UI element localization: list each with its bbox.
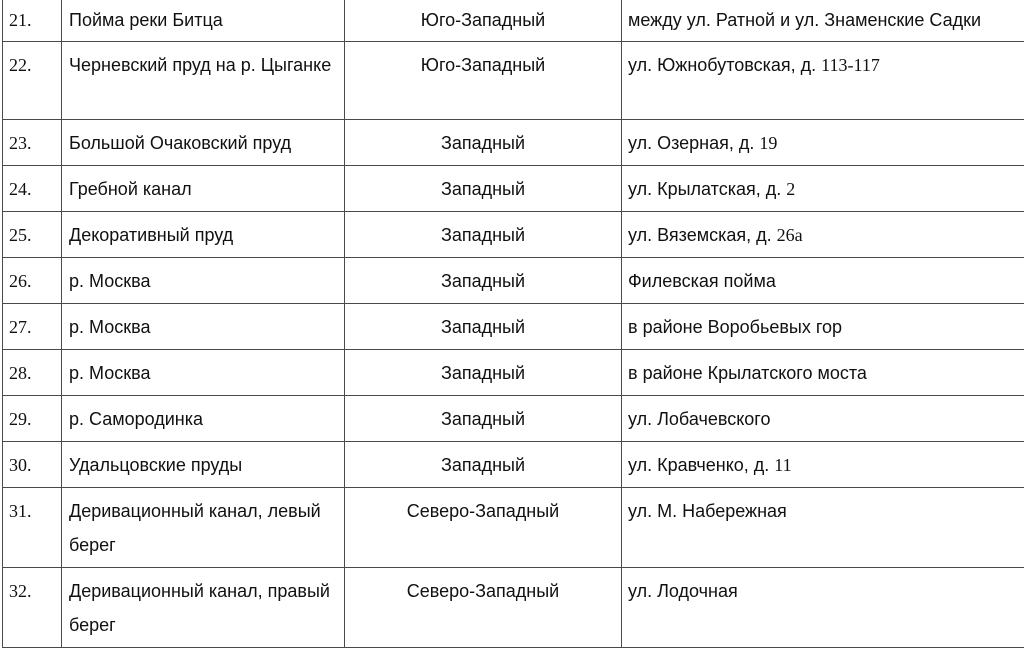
water-body-name: Черневский пруд на р. Цыганке: [62, 42, 345, 120]
address: в районе Воробьевых гор: [622, 304, 1024, 350]
water-body-name: Деривационный канал, левый берег: [62, 488, 345, 568]
address: Филевская пойма: [622, 258, 1024, 304]
row-number: 27.: [3, 304, 62, 350]
table-row: [3, 350, 1024, 396]
water-body-name: р. Москва: [62, 350, 345, 396]
water-body-name: Деривационный канал, правый берег: [62, 568, 345, 648]
row-number: 24.: [3, 166, 62, 212]
address: ул. Южнобутовская, д. 113-117: [622, 42, 1024, 120]
address: в районе Крылатского моста: [622, 350, 1024, 396]
address: ул. Вяземская, д. 26а: [622, 212, 1024, 258]
row-number: 23.: [3, 120, 62, 166]
water-bodies-table: [2, 0, 1024, 648]
table-row: [3, 212, 1024, 258]
row-number: 31.: [3, 488, 62, 568]
water-body-name: Гребной канал: [62, 166, 345, 212]
water-body-name: р. Москва: [62, 258, 345, 304]
table-row: [3, 120, 1024, 166]
table-row: [3, 568, 1024, 648]
water-body-name: р. Самородинка: [62, 396, 345, 442]
district: Западный: [345, 120, 622, 166]
table-row: [3, 396, 1024, 442]
address: между ул. Ратной и ул. Знаменские Садки: [622, 0, 1024, 42]
row-number: 30.: [3, 442, 62, 488]
table-row: [3, 488, 1024, 568]
table-row: [3, 442, 1024, 488]
table-row: [3, 304, 1024, 350]
table-row: [3, 0, 1024, 42]
row-number: 22.: [3, 42, 62, 120]
water-body-name: Удальцовские пруды: [62, 442, 345, 488]
row-number: 26.: [3, 258, 62, 304]
district: Западный: [345, 304, 622, 350]
row-number: 29.: [3, 396, 62, 442]
address: ул. М. Набережная: [622, 488, 1024, 568]
address: ул. Озерная, д. 19: [622, 120, 1024, 166]
water-body-name: р. Москва: [62, 304, 345, 350]
district: Юго-Западный: [345, 0, 622, 42]
district: Юго-Западный: [345, 42, 622, 120]
district: Западный: [345, 166, 622, 212]
district: Западный: [345, 350, 622, 396]
water-body-name: Декоративный пруд: [62, 212, 345, 258]
address: ул. Лодочная: [622, 568, 1024, 648]
row-number: 25.: [3, 212, 62, 258]
water-body-name: Пойма реки Битца: [62, 0, 345, 42]
row-number: 21.: [3, 0, 62, 42]
address: ул. Кравченко, д. 11: [622, 442, 1024, 488]
row-number: 28.: [3, 350, 62, 396]
address: ул. Крылатская, д. 2: [622, 166, 1024, 212]
district: Северо-Западный: [345, 568, 622, 648]
table-row: [3, 258, 1024, 304]
district: Западный: [345, 396, 622, 442]
district: Западный: [345, 442, 622, 488]
table-row: [3, 42, 1024, 120]
table-row: [3, 166, 1024, 212]
district: Западный: [345, 258, 622, 304]
water-body-name: Большой Очаковский пруд: [62, 120, 345, 166]
row-number: 32.: [3, 568, 62, 648]
address: ул. Лобачевского: [622, 396, 1024, 442]
district: Северо-Западный: [345, 488, 622, 568]
district: Западный: [345, 212, 622, 258]
